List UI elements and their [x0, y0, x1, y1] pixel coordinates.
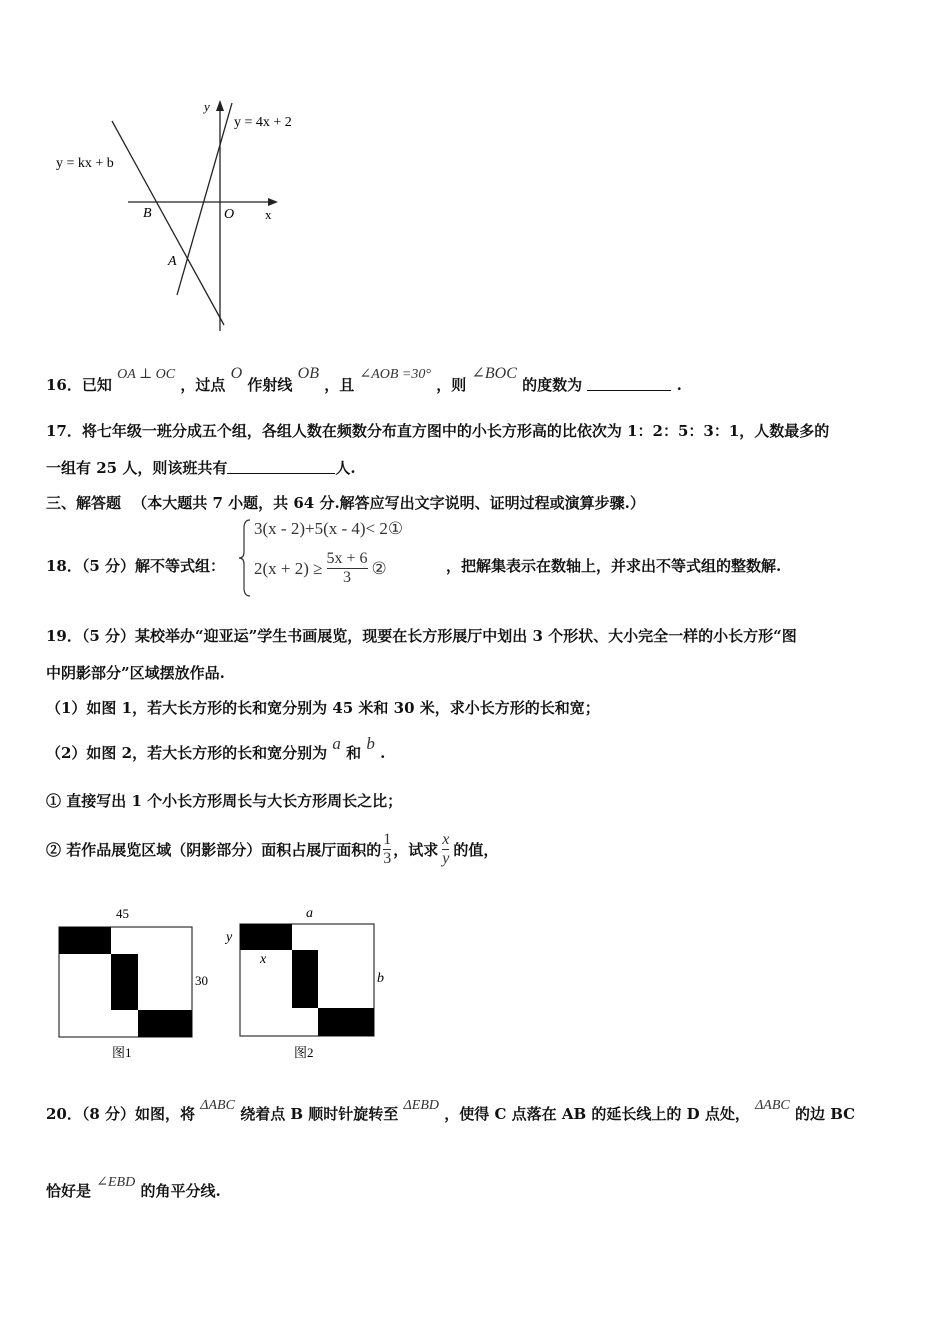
fig2-caption: 图2: [294, 1045, 314, 1060]
q18-fraction-denominator: 3: [343, 569, 352, 586]
q19-p2-var-b: b: [366, 734, 375, 753]
q16-text-3: ，且: [324, 376, 355, 394]
q20-text-d: 的边 BC: [794, 1105, 856, 1123]
q16-expr-boc: ∠BOC: [471, 365, 517, 382]
section-3-desc: （本大题共 7 小题，共 64 分.解答应写出文字说明、证明过程或演算步骤.）: [132, 494, 645, 512]
x-axis-arrow: [268, 198, 278, 206]
section-3-title: 三、解答题: [46, 494, 122, 512]
q16-answer-blank[interactable]: [587, 376, 671, 391]
fig2-y-label: y: [226, 930, 233, 945]
fig1-side-label: 30: [195, 973, 208, 988]
fig1-shaded-rect-3: [138, 1010, 192, 1037]
fig1-caption: 图1: [112, 1045, 132, 1060]
q19-y-denominator: y: [442, 849, 450, 867]
fig2-top-label: a: [306, 906, 313, 921]
q20-text-a: 20．（8 分）如图，将: [46, 1105, 196, 1123]
q16-expr-oa-perp-oc: OA ⊥ OC: [117, 367, 176, 382]
question-19-line-2: 中阴影部分”区域摆放作品.: [46, 664, 225, 682]
question-20-line-1: [46, 1093, 856, 1123]
q19-fraction-one-third: [383, 831, 391, 868]
line-kx-plus-b: [112, 121, 224, 325]
point-a-label: A: [168, 254, 177, 269]
coordinate-graph: [50, 95, 320, 340]
q18-tail: ，把解集表示在数轴上，并求出不等式组的整数解.: [446, 557, 782, 575]
fig2-shaded-rect-1: [240, 924, 292, 950]
q20-expr-ebd: ΔEBD: [403, 1098, 439, 1113]
question-16: [46, 362, 682, 392]
fig1-shaded-rect-2: [111, 954, 138, 1010]
q16-expr-aob: ∠AOB =30°: [359, 367, 431, 382]
fig2-shaded-rect-3: [318, 1008, 374, 1036]
q19-one-third-denominator: 3: [383, 849, 392, 867]
q19-p2-var-a: a: [332, 734, 341, 753]
q19-s2-text-c: 的值，: [453, 840, 499, 859]
question-17-line-1: 17．将七年级一班分成五个组，各组人数在频数分布直方图中的小长方形高的比依次为 1：2：5：3：1，人数最多的: [46, 422, 830, 440]
q20-expr-abc-2: ΔABC: [755, 1098, 790, 1113]
q18-fraction: [327, 550, 368, 587]
y-axis-arrow: [216, 100, 224, 111]
q18-ineq2-mark: ②: [371, 558, 387, 578]
q20-text-c: ，使得 C 点落在 AB 的延长线上的 D 点处，: [444, 1105, 750, 1123]
q19-p2-text-b: 和: [346, 744, 362, 762]
q18-inequality-2: [254, 550, 387, 587]
q16-expr-o: O: [230, 365, 243, 382]
q18-inequality-1: 3(x - 2)+5(x - 4)< 2①: [254, 519, 404, 538]
q19-p2-text-a: （2）如图 2，若大长方形的长和宽分别为: [46, 744, 328, 762]
q17-text-b: 人.: [335, 459, 356, 477]
section-3-heading: [46, 492, 645, 513]
line1-label: y = 4x + 2: [234, 115, 292, 130]
q19-x-numerator: x: [442, 830, 450, 848]
q18-label: 18．（5 分）解不等式组：: [46, 557, 226, 575]
q19-part-2: [46, 733, 386, 762]
q19-sub-2: [46, 826, 498, 872]
q17-answer-blank[interactable]: [227, 459, 335, 474]
q16-end: .: [676, 376, 682, 394]
q20-l2-text-b: 的角平分线.: [140, 1182, 221, 1200]
question-17-line-2: [46, 457, 356, 478]
q16-text-5: 的度数为: [522, 376, 583, 394]
q19-part-1: （1）如图 1，若大长方形的长和宽分别为 45 米和 30 米，求小长方形的长和宽；: [46, 699, 600, 717]
q20-expr-angle-ebd: ∠EBD: [96, 1175, 136, 1190]
q17-text-a: 一组有 25 人，则该班共有: [46, 459, 228, 477]
fig2-shaded-rect-2: [292, 950, 318, 1008]
question-20-line-2: [46, 1170, 221, 1200]
q16-number: 16．已知: [46, 376, 112, 394]
point-b-label: B: [143, 206, 152, 221]
q18-ineq2-left: 2(x + 2) ≥: [254, 558, 323, 578]
y-axis-label: y: [204, 99, 210, 114]
q16-text-4: ，则: [436, 376, 467, 394]
q19-s2-text-a: ② 若作品展览区域（阴影部分）面积占展厅面积的: [46, 840, 382, 859]
fig1-shaded-rect-1: [59, 927, 111, 954]
q20-l2-text-a: 恰好是: [46, 1182, 92, 1200]
q20-expr-abc-1: ΔABC: [200, 1098, 235, 1113]
fig2-x-label: x: [260, 952, 267, 967]
line2-label: y = kx + b: [56, 156, 114, 171]
fig1-top-label: 45: [116, 906, 129, 921]
q16-expr-ob: OB: [297, 365, 319, 382]
q19-one-third-numerator: 1: [383, 830, 392, 848]
q16-text-2: 作射线: [247, 376, 293, 394]
q18-brace: [238, 518, 252, 598]
q19-fraction-x-over-y: [442, 831, 449, 868]
q19-sub-1: ① 直接写出 1 个小长方形周长与大长方形周长之比；: [46, 792, 403, 810]
figure-1: [54, 900, 224, 1065]
fig2-side-label: b: [377, 971, 384, 986]
q19-s2-text-b: ，试求: [393, 840, 439, 859]
point-o-label: O: [224, 207, 235, 222]
q20-text-b: 绕着点 B 顺时针旋转至: [240, 1105, 399, 1123]
figure-2: [222, 900, 412, 1065]
question-19-line-1: 19．（5 分）某校举办“迎亚运”学生书画展览，现要在长方形展厅中划出 3 个形状、大小完全一样的小长方形“图: [46, 627, 797, 645]
q19-p2-text-c: .: [380, 744, 386, 762]
x-axis-label: x: [265, 207, 272, 222]
q16-text-1: ，过点: [180, 376, 226, 394]
q18-fraction-numerator: 5x + 6: [326, 550, 368, 567]
line-4x-plus-2: [177, 103, 235, 295]
